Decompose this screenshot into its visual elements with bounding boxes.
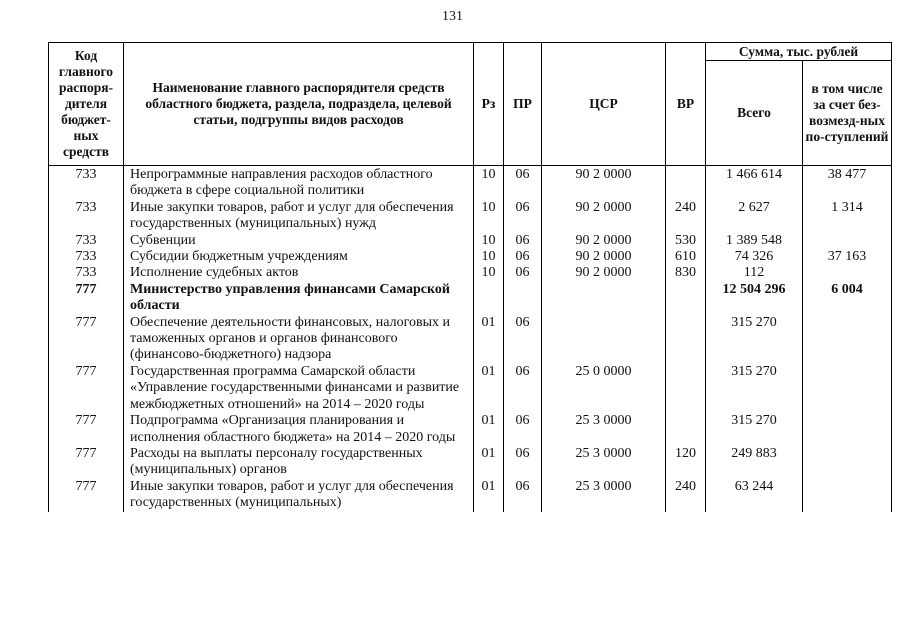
- cell-pr: 06: [504, 315, 542, 364]
- cell-name: Государственная программа Самарской области «Управление государственными финансами и развитие межбюджетных отношений» на 2014 – 2020 годы: [124, 364, 474, 413]
- cell-rz: 01: [474, 446, 504, 479]
- cell-total: 1 389 548: [706, 233, 803, 249]
- table-row: [49, 233, 892, 249]
- cell-csr: 90 2 0000: [542, 166, 666, 200]
- table-row: [49, 200, 892, 233]
- cell-incl: [803, 446, 892, 479]
- cell-code: 733: [49, 200, 124, 233]
- cell-code: 777: [49, 413, 124, 446]
- cell-pr: [504, 282, 542, 315]
- cell-rz: 01: [474, 413, 504, 446]
- cell-vr: [666, 413, 706, 446]
- cell-incl: 38 477: [803, 166, 892, 200]
- header-sum: Сумма, тыс. рублей: [706, 43, 892, 61]
- table-body: [49, 166, 892, 512]
- cell-rz: 01: [474, 479, 504, 512]
- cell-total: 63 244: [706, 479, 803, 512]
- cell-name: Субвенции: [124, 233, 474, 249]
- cell-csr: 25 3 0000: [542, 413, 666, 446]
- cell-rz: 01: [474, 364, 504, 413]
- table-row: [49, 265, 892, 281]
- cell-vr: 530: [666, 233, 706, 249]
- cell-pr: 06: [504, 479, 542, 512]
- cell-incl: 6 004: [803, 282, 892, 315]
- cell-incl: [803, 265, 892, 281]
- cell-total: 249 883: [706, 446, 803, 479]
- table-row: [49, 282, 892, 315]
- cell-total: 112: [706, 265, 803, 281]
- cell-vr: [666, 282, 706, 315]
- cell-csr: [542, 282, 666, 315]
- header-rz: Рз: [474, 43, 504, 166]
- cell-name: Иные закупки товаров, работ и услуг для обеспечения государственных (муниципальных) нужд: [124, 200, 474, 233]
- table-row: [49, 315, 892, 364]
- cell-name: Иные закупки товаров, работ и услуг для обеспечения государственных (муниципальных): [124, 479, 474, 512]
- cell-vr: 240: [666, 200, 706, 233]
- cell-csr: 25 3 0000: [542, 446, 666, 479]
- cell-name: Министерство управления финансами Самарской области: [124, 282, 474, 315]
- table-row: [49, 446, 892, 479]
- table-row: [49, 249, 892, 265]
- cell-rz: 10: [474, 249, 504, 265]
- cell-code: 777: [49, 315, 124, 364]
- cell-incl: [803, 364, 892, 413]
- cell-total: 315 270: [706, 364, 803, 413]
- cell-total: 315 270: [706, 413, 803, 446]
- cell-pr: 06: [504, 200, 542, 233]
- cell-pr: 06: [504, 265, 542, 281]
- cell-rz: 10: [474, 265, 504, 281]
- cell-incl: 37 163: [803, 249, 892, 265]
- cell-name: Расходы на выплаты персоналу государственных (муниципальных) органов: [124, 446, 474, 479]
- cell-csr: 90 2 0000: [542, 233, 666, 249]
- cell-csr: [542, 315, 666, 364]
- header-incl: в том числе за счет без-возмезд-ных по-ступлений: [803, 61, 892, 166]
- cell-code: 733: [49, 166, 124, 200]
- cell-csr: 90 2 0000: [542, 200, 666, 233]
- header-code: Код главного распоря-дителя бюджет-ных средств: [49, 43, 124, 166]
- cell-total: 315 270: [706, 315, 803, 364]
- cell-name: Непрограммные направления расходов областного бюджета в сфере социальной политики: [124, 166, 474, 200]
- cell-incl: 1 314: [803, 200, 892, 233]
- page-number: 131: [442, 9, 463, 24]
- header-name: Наименование главного распорядителя средств областного бюджета, раздела, подраздела, целевой статьи, подгруппы видов расходов: [124, 43, 474, 166]
- cell-incl: [803, 233, 892, 249]
- cell-total: 12 504 296: [706, 282, 803, 315]
- cell-rz: 10: [474, 233, 504, 249]
- cell-name: Субсидии бюджетным учреждениям: [124, 249, 474, 265]
- table-row: [49, 413, 892, 446]
- cell-name: Подпрограмма «Организация планирования и исполнения областного бюджета» на 2014 – 2020 годы: [124, 413, 474, 446]
- cell-vr: 120: [666, 446, 706, 479]
- cell-csr: 90 2 0000: [542, 265, 666, 281]
- header-total: Всего: [706, 61, 803, 166]
- header-csr: ЦСР: [542, 43, 666, 166]
- cell-code: 777: [49, 479, 124, 512]
- cell-total: 2 627: [706, 200, 803, 233]
- header-vr: ВР: [666, 43, 706, 166]
- cell-rz: 01: [474, 315, 504, 364]
- cell-pr: 06: [504, 413, 542, 446]
- cell-vr: [666, 166, 706, 200]
- cell-vr: [666, 315, 706, 364]
- budget-table: [48, 42, 892, 512]
- cell-total: 74 326: [706, 249, 803, 265]
- cell-code: 733: [49, 265, 124, 281]
- cell-csr: 90 2 0000: [542, 249, 666, 265]
- cell-pr: 06: [504, 364, 542, 413]
- cell-code: 777: [49, 282, 124, 315]
- cell-pr: 06: [504, 166, 542, 200]
- cell-name: Обеспечение деятельности финансовых, налоговых и таможенных органов и органов финансового (финансово-бюджетного) надзора: [124, 315, 474, 364]
- cell-vr: 830: [666, 265, 706, 281]
- cell-code: 733: [49, 233, 124, 249]
- cell-pr: 06: [504, 233, 542, 249]
- cell-total: 1 466 614: [706, 166, 803, 200]
- cell-incl: [803, 413, 892, 446]
- cell-vr: [666, 364, 706, 413]
- cell-rz: 10: [474, 200, 504, 233]
- cell-rz: 10: [474, 166, 504, 200]
- table-row: [49, 166, 892, 200]
- cell-incl: [803, 315, 892, 364]
- table-row: [49, 479, 892, 512]
- cell-rz: [474, 282, 504, 315]
- header-pr: ПР: [504, 43, 542, 166]
- cell-code: 777: [49, 364, 124, 413]
- cell-code: 777: [49, 446, 124, 479]
- cell-pr: 06: [504, 446, 542, 479]
- cell-csr: 25 0 0000: [542, 364, 666, 413]
- cell-vr: 610: [666, 249, 706, 265]
- cell-code: 733: [49, 249, 124, 265]
- cell-vr: 240: [666, 479, 706, 512]
- cell-pr: 06: [504, 249, 542, 265]
- cell-csr: 25 3 0000: [542, 479, 666, 512]
- cell-incl: [803, 479, 892, 512]
- cell-name: Исполнение судебных актов: [124, 265, 474, 281]
- table-row: [49, 364, 892, 413]
